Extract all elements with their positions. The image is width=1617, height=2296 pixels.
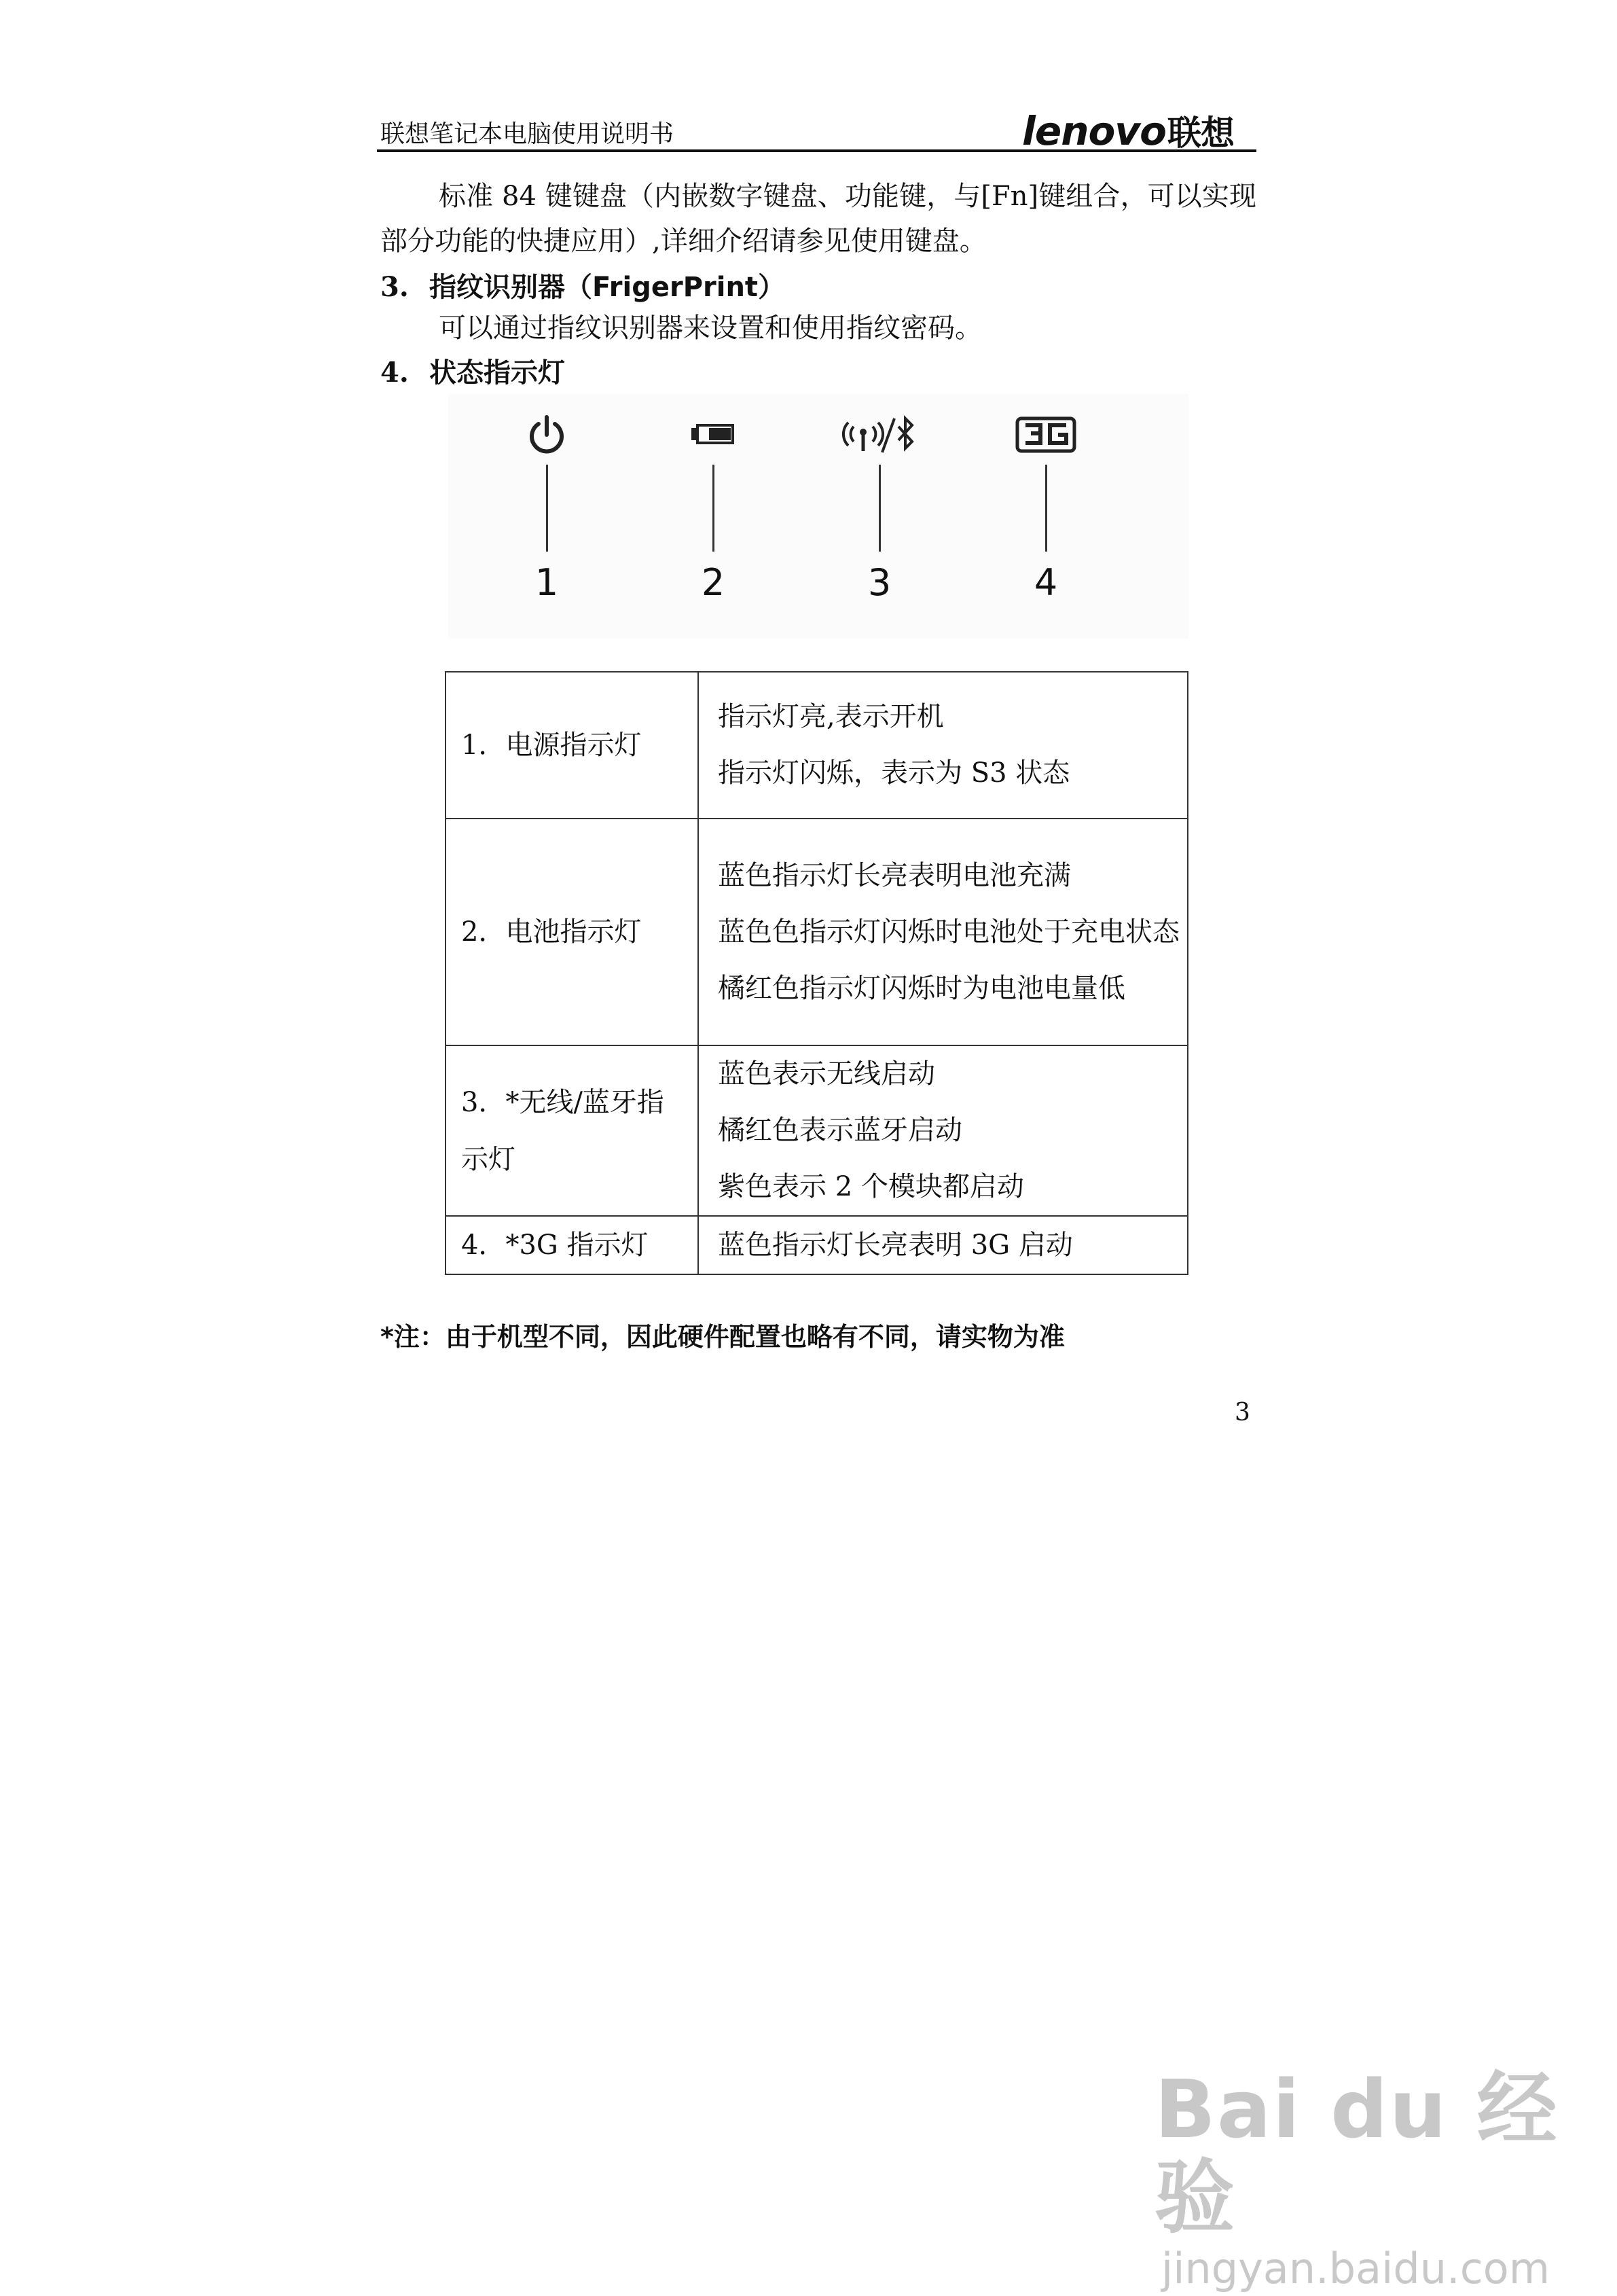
desc-line: 蓝色表示无线启动 [718, 1058, 935, 1090]
indicator-desc-cell [698, 819, 1188, 1045]
indicator-number: 1 [534, 561, 559, 604]
indicator-number: 4 [1034, 561, 1058, 604]
lenovo-logo [1022, 109, 1234, 156]
desc-line: 蓝色指示灯长亮表明 3G 启动 [718, 1229, 1073, 1261]
3g-icon [1015, 413, 1077, 456]
section-title: 状态指示灯 [429, 357, 565, 389]
table-row [446, 1045, 1188, 1216]
section-heading-fingerprint [380, 265, 785, 310]
indicator-name-cell: 4．*3G 指示灯 [446, 1216, 698, 1274]
table-row [446, 672, 1188, 819]
indicator-desc-cell [698, 1045, 1188, 1216]
desc-line: 橘红色指示灯闪烁时为电池电量低 [718, 972, 1125, 1004]
desc-line: 蓝色色指示灯闪烁时电池处于充电状态 [718, 916, 1180, 948]
status-indicator-table [445, 671, 1188, 1275]
indicator-name-cell: 1．电源指示灯 [446, 672, 698, 819]
section-number: 3. [380, 271, 409, 303]
indicator-3 [839, 413, 920, 603]
desc-line: 紫色表示 2 个模块都启动 [718, 1171, 1024, 1202]
wireless-bluetooth-icon [839, 413, 920, 456]
indicator-leader-line [1045, 465, 1047, 552]
indicator-name-cell: 2．电池指示灯 [446, 819, 698, 1045]
indicator-leader-line [712, 465, 714, 552]
indicator-name-cell: 3．*无线/蓝牙指示灯 [446, 1045, 698, 1216]
header-title: 联想笔记本电脑使用说明书 [380, 120, 674, 148]
indicator-number: 3 [867, 561, 892, 604]
table-row [446, 1216, 1188, 1274]
status-indicator-diagram [448, 394, 1188, 639]
header-rule [377, 149, 1256, 152]
indicator-number: 2 [701, 561, 725, 604]
baidu-watermark [1155, 2062, 1576, 2293]
indicator-4 [1005, 413, 1087, 603]
indicator-2 [672, 413, 754, 603]
table-row [446, 819, 1188, 1045]
indicator-leader-line [546, 465, 548, 552]
desc-line: 橘红色表示蓝牙启动 [718, 1115, 962, 1146]
indicator-1 [506, 413, 587, 603]
section-title: 指纹识别器（FrigerPrint） [429, 272, 786, 303]
indicator-leader-line [879, 465, 881, 552]
desc-line: 指示灯闪烁，表示为 S3 状态 [718, 757, 1070, 789]
brand-latin: lenovo [1022, 108, 1167, 154]
watermark-url: jingyan.baidu.com [1161, 2244, 1550, 2293]
footnote: *注：由于机型不同，因此硬件配置也略有不同，请实物为准 [380, 1322, 1065, 1352]
page-number: 3 [1235, 1399, 1250, 1427]
desc-line: 指示灯亮,表示开机 [718, 701, 944, 732]
battery-icon [689, 413, 738, 456]
indicator-desc-cell [698, 1216, 1188, 1274]
keyboard-paragraph: 标准 84 键键盘（内嵌数字键盘、功能键，与[Fn]键组合，可以实现部分功能的快捷应用）,详细介绍请参见使用键盘。 [380, 181, 1256, 257]
desc-line: 蓝色指示灯长亮表明电池充满 [718, 859, 1071, 891]
section-heading-status-lights [380, 351, 565, 395]
watermark-main-text: Bai du 经验 [1155, 2062, 1559, 2244]
brand-cn: 联想 [1167, 113, 1235, 153]
indicator-desc-cell [698, 672, 1188, 819]
fingerprint-paragraph: 可以通过指纹识别器来设置和使用指纹密码。 [439, 312, 982, 344]
section-number: 4. [380, 357, 409, 389]
power-icon [525, 413, 568, 456]
